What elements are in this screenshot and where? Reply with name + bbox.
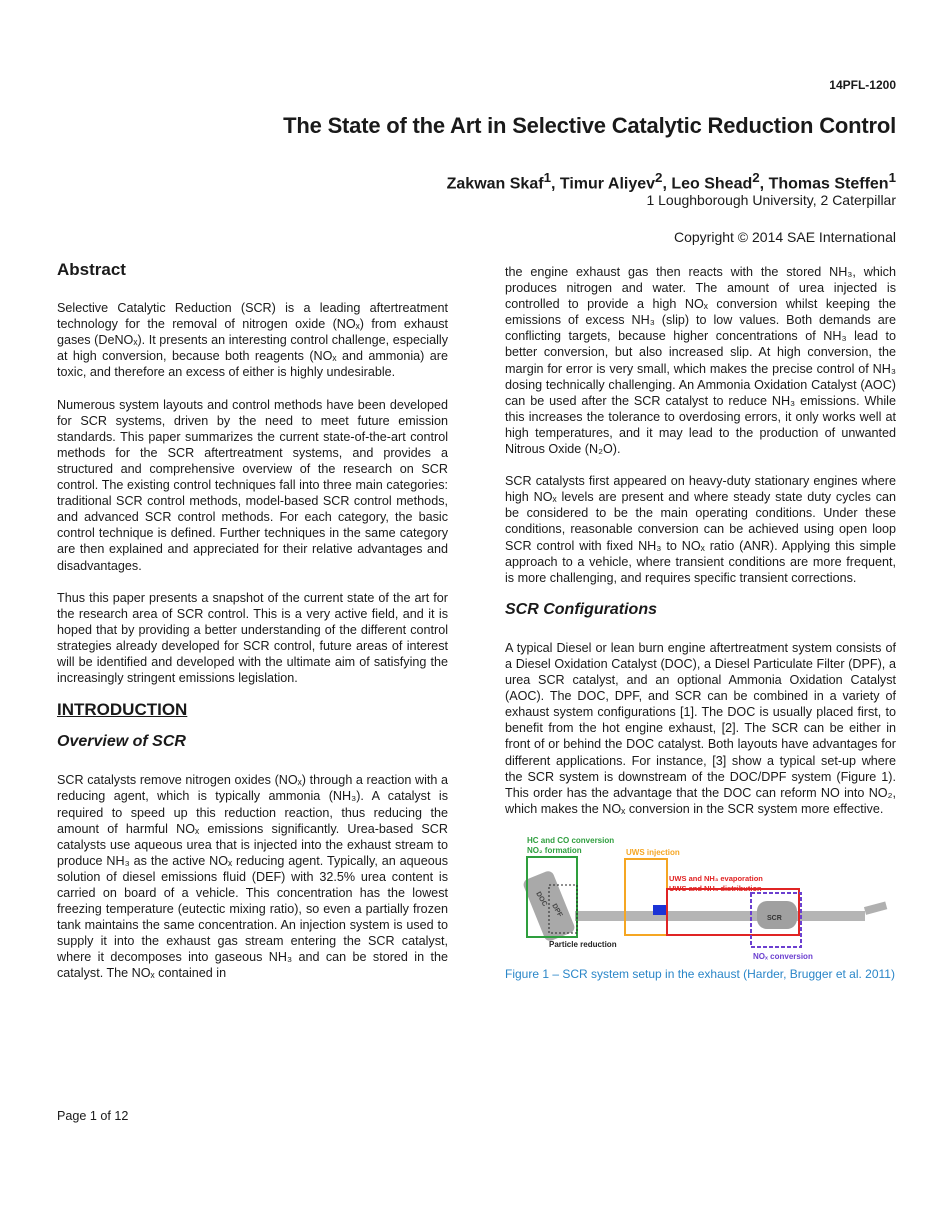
overview-subheading: Overview of SCR [57,733,186,751]
orange-box [625,859,667,935]
label-distribution: UWS and NH₃ distribution [669,883,762,893]
label-evaporation: UWS and NH₃ evaporation [669,873,763,883]
label-nox-conversion: NOₓ conversion [753,951,813,961]
author-name: Thomas Steffen [768,175,889,193]
author-list: Zakwan Skaf$^1$, Timur Aliyev$^2$, Leo Shead$^2$, Thomas Steffen$^1$ [446,170,896,193]
author-name: Leo Shead [671,175,753,193]
body-paragraph: A typical Diesel or lean burn engine aftertreatment system consists of a Diesel Oxidation Catalyst (DOC), a Diesel Particulate Filter (DPF), a urea SCR catalyst, and an optional Ammonia Oxidation Catalyst (AOC). The DOC, DPF, and SCR can be combined in a variety of exhaust system configurations [1]. The DOC is usually placed first, to benefit from the hot engine exhaust, [2]. The SCR can be either in front of or behind the DOC catalyst. Both layouts have advantages for different applications. For instance, [3] show a typical set-up where the SCR system is downstream of the DOC/DPF system (Figure 1). This order has the advantage that the DOC can reform NO into NO₂, which makes the NOₓ conversion in the SCR system more effective. [505,640,896,816]
figure-1 [505,833,896,963]
page-number: Page 1 of 12 [57,1109,129,1123]
author-sup: 1 [543,170,551,185]
doc-label: DOC [534,890,549,908]
exhaust-pipe [575,911,865,921]
affiliations: 1 Loughborough University, 2 Caterpillar [646,192,896,208]
figure-caption: Figure 1 – SCR system setup in the exhaust (Harder, Brugger et al. 2011) [505,966,895,981]
label-particle: Particle reduction [549,939,617,949]
author-name: Timur Aliyev [559,175,656,193]
author-sup: 2 [655,170,663,185]
injector-nozzle [653,905,667,915]
right-column [505,264,896,982]
abstract-heading: Abstract [57,260,126,279]
label-hc-co: HC and CO conversion [527,835,615,845]
body-paragraph: SCR catalysts remove nitrogen oxides (NOₓ) through a reaction with a reducing agent, which is typically ammonia (NH₃). A catalyst is required to speed up this reduction reaction, thus reducing the amount of harmful NOₓ emissions significantly. Urea-based SCR catalysts use aqueous urea that is injected into the exhaust stream to produce NH₃ as the active NOₓ reducing agent. Typically, an aqueous solution of diesel emissions fluid (DEF) with 32.5% urea content is carried on board of a vehicle. This concentration has the lowest freezing temperature (eutectic mixing ratio), so even a partially frozen tank maintains the same concentration. An injection system is used to supply it into the exhaust gas stream entering the SCR catalyst, where it decomposes into gaseous NH₃ and can be stored in the catalyst. The NOₓ contained in [57,773,448,981]
abstract-paragraph: Selective Catalytic Reduction (SCR) is a leading aftertreatment technology for the removal of nitrogen oxide (NOₓ) from exhaust gases (DeNOₓ). It presents an interesting control challenge, especially at high conversion, because both reagents (NOₓ and ammonia) are toxic, and therefore an excess of either is highly undesirable. [57,301,448,380]
paper-code: 14PFL-1200 [829,78,896,92]
author-sup: 1 [888,170,896,185]
configurations-subheading: SCR Configurations [505,600,657,618]
tailpipe [864,901,887,914]
scr-label: SCR [767,914,782,922]
author-sup: 2 [752,170,760,185]
author-name: Zakwan Skaf [446,175,544,193]
body-paragraph: SCR catalysts first appeared on heavy-duty stationary engines where high NOₓ levels are present and where steady state duty cycles can be considered to be the main operating conditions. Under these conditions, reasonable conversion can be achieved using open loop SCR control with fixed NH₃ to NOₓ ratio (ANR). Applying this simple approach to a vehicle, where transient conditions are more frequent, is more challenging, and requires specific transient corrections. [505,474,896,585]
body-paragraph: the engine exhaust gas then reacts with the stored NH₃, which produces nitrogen and water. The amount of urea injected is controlled to provide a high NOₓ conversion whilst keeping the emissions of excess NH₃ (slip) to low values. Both demands are conflicting targets, because higher concentrations of NH₃ lead to better conversion, but also increased slip. At high conversion, the margin for error is very small, which makes the precise control of NH₃ dosing technically challenging. An Ammonia Oxidation Catalyst (AOC) can be used after the SCR catalyst to reduce NH₃ emissions. While this increases the tolerance to overdosing errors, it only works well at high temperatures, and it may lead to the production of unwanted Nitrous Oxide (N₂O). [505,265,896,457]
paper-title: The State of the Art in Selective Catalytic Reduction Control [283,113,896,138]
introduction-heading: INTRODUCTION [57,700,188,720]
abstract-paragraph: Thus this paper presents a snapshot of the current state of the art for the research area of SCR control. This is a very active field, and it is hoped that by providing a better understanding of the different control strategies already developed for SCR control, future areas of interest will be identified and developed with the ultimate aim of satisfying the increasingly stringent emissions legislation. [57,590,448,686]
copyright: Copyright © 2014 SAE International [673,229,896,245]
left-column [57,262,448,998]
abstract-paragraph: Numerous system layouts and control methods have been developed for SCR systems, driven by the need to meet future emission standards. This paper summarizes the current state-of-the-art control methods for the SCR aftertreatment systems, and provides a structured and comprehensive overview of the research on SCR control. The existing control techniques fall into three main categories: traditional SCR control methods, model-based SCR control methods, and advanced SCR control methods. For each category, the basic control technique is defined. Further techniques in the same category are then explained and appreciated for their relative advantages and disadvantages. [57,397,448,573]
exhaust-diagram [505,833,896,963]
label-no2: NO₂ formation [527,845,582,855]
dpf-label: DPF [550,902,564,919]
label-uws-injection: UWS injection [626,847,680,857]
